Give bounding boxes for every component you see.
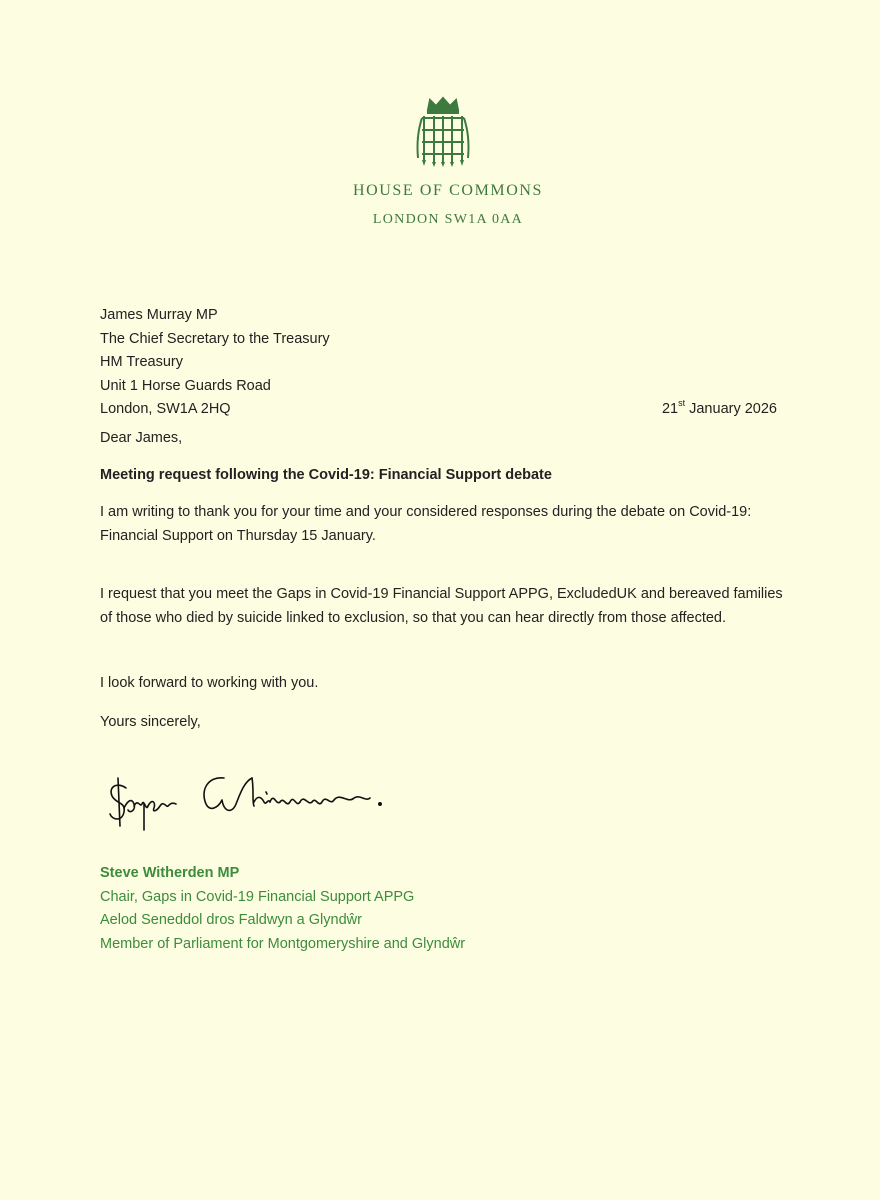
date-day: 21 xyxy=(661,401,679,417)
sender-block xyxy=(100,862,465,956)
body-paragraph: I request that you meet the Gaps in Covid-19 Financial Support APPG, ExcludedUK and bereaved families of those who died by suicide linked to exclusion, so that you can hear directly from those affected. xyxy=(100,586,783,626)
recipient-line: James Murray MP xyxy=(100,307,218,323)
recipient-line: Unit 1 Horse Guards Road xyxy=(100,377,271,394)
body-paragraph: I look forward to working with you. xyxy=(100,675,319,691)
letter-date xyxy=(662,398,777,417)
recipient-line: The Chief Secretary to the Treasury xyxy=(100,330,330,347)
sender-name: Steve Witherden MP xyxy=(100,865,240,881)
sign-off: Yours sincerely, xyxy=(100,714,201,730)
recipient-address xyxy=(100,304,330,422)
portcullis-icon xyxy=(412,96,474,168)
recipient-line: London, SW1A 2HQ xyxy=(100,401,231,417)
sender-constituency: Member of Parliament for Montgomeryshire and Glyndŵr xyxy=(100,935,466,952)
house-of-commons-title: HOUSE OF COMMONS xyxy=(352,182,544,199)
recipient-line: HM Treasury xyxy=(100,354,183,370)
salutation: Dear James, xyxy=(100,430,183,446)
subject-line: Meeting request following the Covid-19: Financial Support debate xyxy=(100,467,552,483)
date-suffix: st xyxy=(678,398,686,408)
date-rest: January 2026 xyxy=(685,401,777,417)
sender-welsh-title: Aelod Seneddol dros Faldwyn a Glyndŵr xyxy=(100,912,362,928)
house-of-commons-address: LONDON SW1A 0AA xyxy=(372,212,524,227)
body-paragraph: I am writing to thank you for your time and your considered responses during the debate on Covid-19: Financial Support on Thursday 15 January. xyxy=(100,504,752,544)
sender-role: Chair, Gaps in Covid-19 Financial Support APPG xyxy=(100,888,415,905)
handwritten-signature xyxy=(104,768,394,832)
